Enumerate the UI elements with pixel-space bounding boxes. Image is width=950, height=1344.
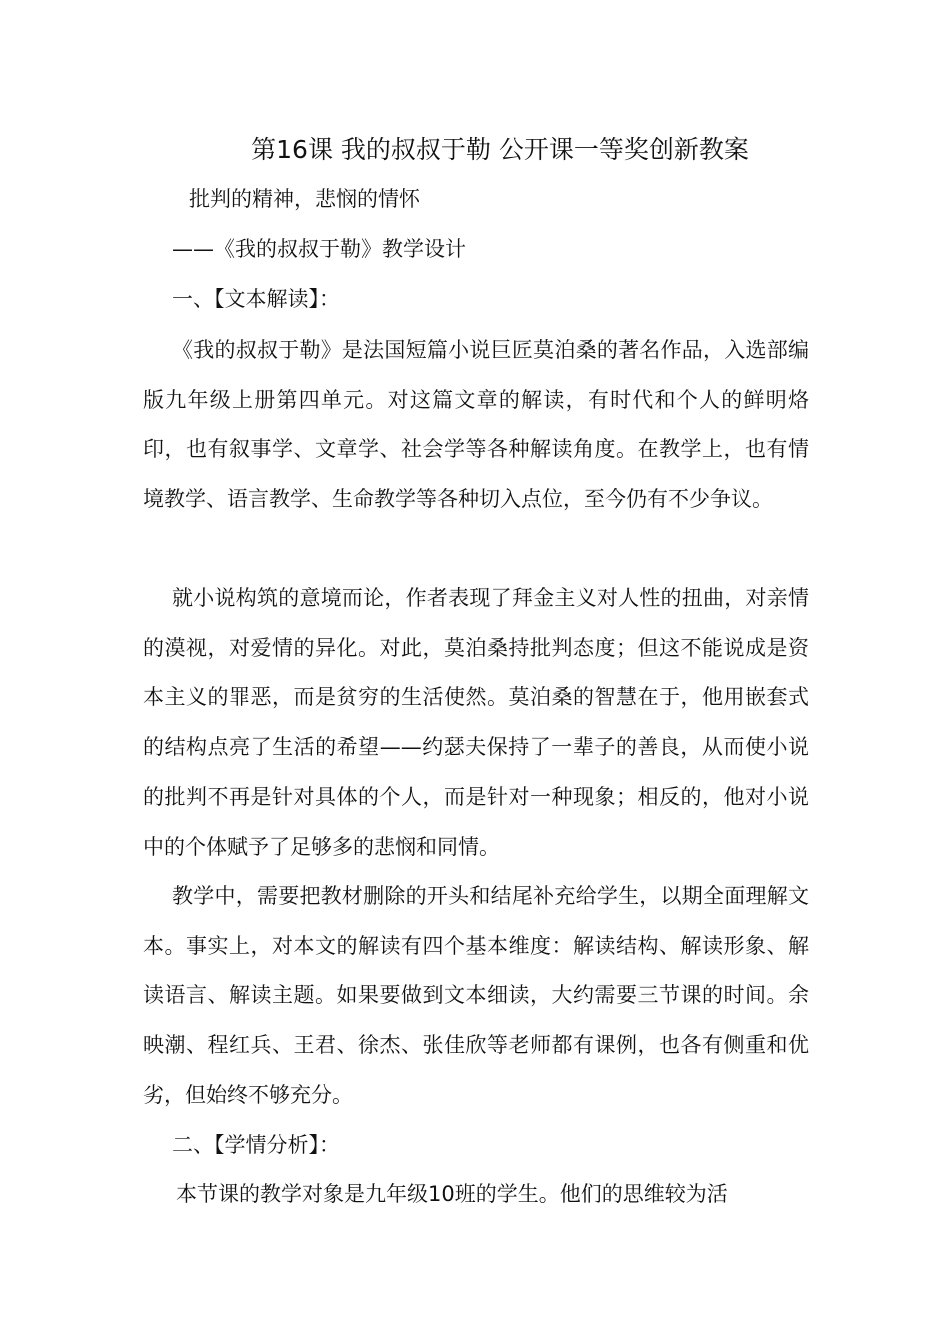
document-title: 第16课 我的叔叔于勒 公开课一等奖创新教案 [251, 135, 749, 164]
document-subtitle: 批判的精神，悲悯的情怀 [189, 187, 420, 211]
section-heading-text-interpretation: 一、【文本解读】： [172, 287, 340, 311]
section-heading-learning-analysis: 二、【学情分析】： [172, 1133, 340, 1157]
paragraph-text-interpretation: 《我的叔叔于勒》是法国短篇小说巨匠莫泊桑的著名作品，入选部编版九年级上册第四单元。对这篇文章的解读，有时代和个人的鲜明烙印，也有叙事学、文章学、社会学等各种解读角度。在教学上，也有情境教学、语言教学、生命教学等各种切入点位，至今仍有不少争议。 [143, 338, 809, 512]
document-subtitle-2: ——《我的叔叔于勒》教学设计 [172, 237, 466, 261]
paragraph-learning-analysis: 本节课的教学对象是九年级10班的学生。他们的思维较为活 [176, 1182, 728, 1206]
paragraph-teaching: 教学中，需要把教材删除的开头和结尾补充给学生，以期全面理解文本。事实上，对本文的解读有四个基本维度：解读结构、解读形象、解读语言、解读主题。如果要做到文本细读，大约需要三节课的时间。余映潮、程红兵、王君、徐杰、张佳欣等老师都有课例，也各有侧重和优劣，但始终不够充分。 [143, 884, 809, 1107]
paragraph-novel-theme: 就小说构筑的意境而论，作者表现了拜金主义对人性的扭曲，对亲情的漠视，对爱情的异化。对此，莫泊桑持批判态度；但这不能说成是资本主义的罪恶，而是贫穷的生活使然。莫泊桑的智慧在于，他用嵌套式的结构点亮了生活的希望——约瑟夫保持了一辈子的善良，从而使小说的批判不再是针对具体的个人，而是针对一种现象；相反的，他对小说中的个体赋予了足够多的悲悯和同情。 [143, 586, 809, 859]
